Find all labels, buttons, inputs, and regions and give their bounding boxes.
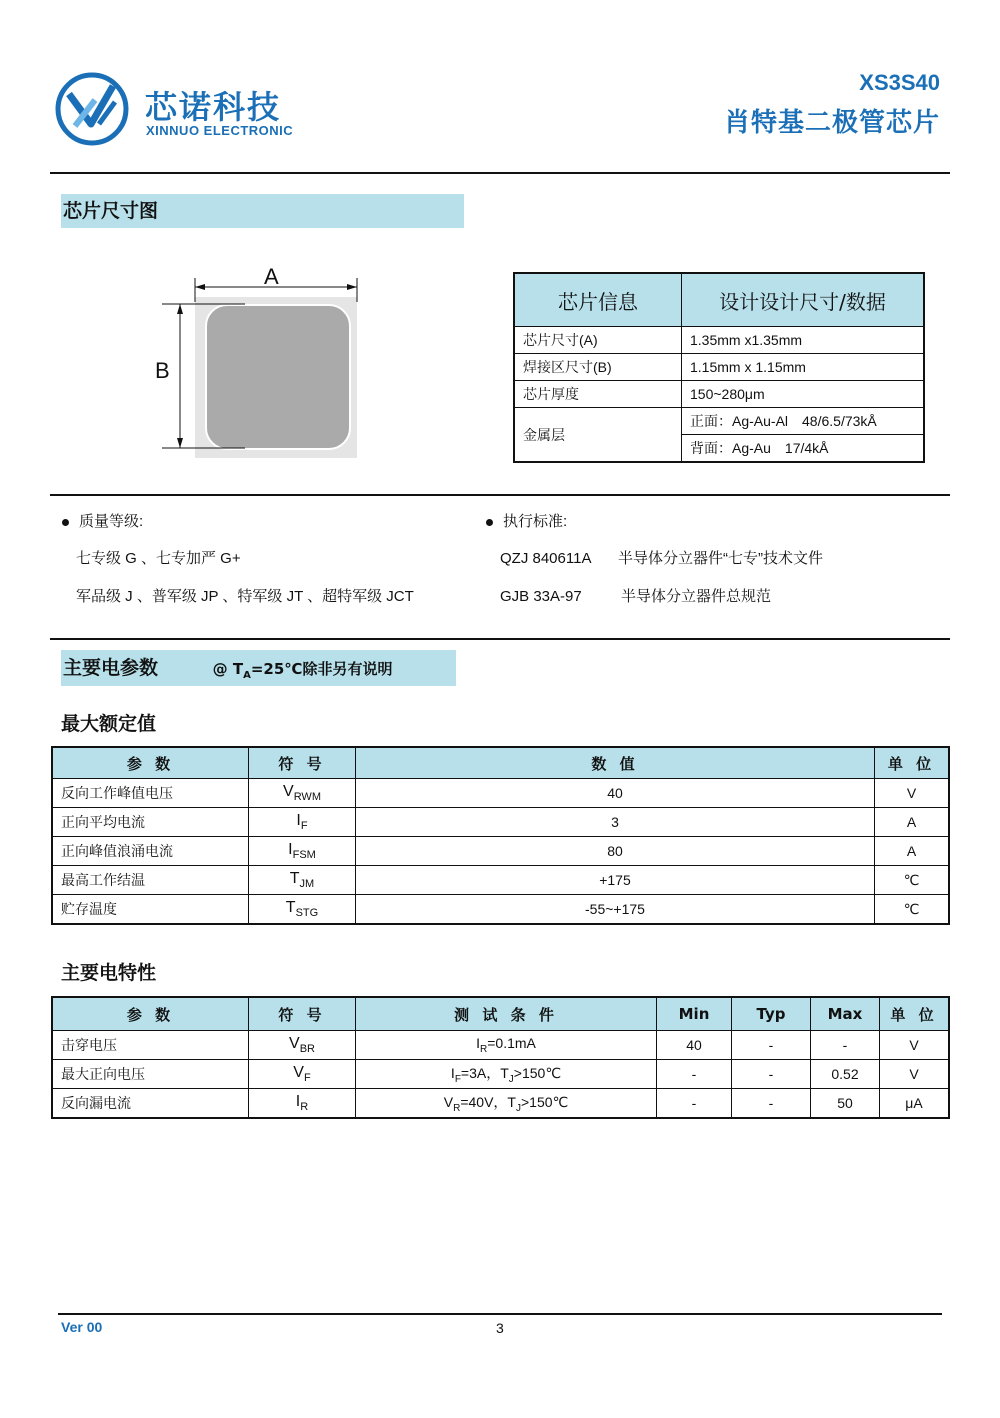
col-header-symbol: 符 号 xyxy=(249,747,356,779)
max-ratings-title: 最大额定值 xyxy=(61,713,157,735)
table-row xyxy=(514,354,924,381)
table-row: 正向平均电流 $I_F$ 3 A xyxy=(52,808,949,837)
col-header-param: 参 数 xyxy=(52,747,249,779)
table-row: 最大正向电压 $V_F$ $I_F=3A$，$T_J>150℃$ - - 0.52 V xyxy=(52,1060,949,1089)
col-header-value: 数 值 xyxy=(356,747,875,779)
characteristics-table xyxy=(51,996,950,1119)
col-header-typ: Typ xyxy=(732,997,811,1031)
xinnuo-logo-icon xyxy=(55,72,129,146)
footer-divider xyxy=(58,1313,942,1315)
info-value: 1.15mm x 1.15mm xyxy=(682,354,925,381)
brand-name-cn: 芯诺科技 xyxy=(145,88,282,126)
standard-desc: 半导体分立器件总规范 xyxy=(621,588,772,605)
standard-code: GJB 33A-97 xyxy=(500,588,582,605)
chip-info-table xyxy=(513,272,925,463)
quality-line-2: 军品级 J 、普军级 JP 、特军级 JT 、超特军级 JCT xyxy=(76,588,414,605)
info-value-metal-back: 背面：Ag-Au 17/4kÅ xyxy=(682,435,925,463)
quality-heading: 质量等级: xyxy=(62,510,143,531)
part-name: 肖特基二极管芯片 xyxy=(723,108,940,138)
max-ratings-table xyxy=(51,746,950,925)
col-header-unit: 单 位 xyxy=(875,747,950,779)
table-row: 击穿电压 $V_{BR}$ $I_R=0.1mA$ 40 - - V xyxy=(52,1031,949,1060)
standards-heading: 执行标准: xyxy=(486,510,567,531)
info-value: 150~280μm xyxy=(682,381,925,408)
col-header-min: Min xyxy=(657,997,732,1031)
standard-code: QZJ 840611A xyxy=(500,550,592,567)
dimension-b-label: B xyxy=(155,358,170,383)
bullet-icon xyxy=(486,519,493,526)
part-number: XS3S40 xyxy=(859,70,940,95)
info-label: 焊接区尺寸(B) xyxy=(514,354,682,381)
table-row: 反向漏电流 $I_R$ $V_R=40V$，$T_J>150℃$ - - 50 μA xyxy=(52,1089,949,1119)
section-divider xyxy=(50,494,950,496)
table-row xyxy=(514,327,924,354)
info-value-metal-front: 正面：Ag-Au-Al 48/6.5/73kÅ xyxy=(682,408,925,435)
section-divider xyxy=(50,638,950,640)
version-label: Ver 00 xyxy=(61,1319,103,1335)
standard-item xyxy=(500,585,771,606)
table-row: 最高工作结温 $T_{JM}$ +175 ℃ xyxy=(52,866,949,895)
col-header-condition: 测 试 条 件 xyxy=(356,997,657,1031)
info-header-value: 设计设计尺寸/数据 xyxy=(682,273,925,327)
test-condition: @ $T_A=25℃$除非另有说明 xyxy=(212,660,393,681)
col-header-symbol: 符 号 xyxy=(249,997,356,1031)
table-row xyxy=(514,408,924,435)
table-row: 反向工作峰值电压 $V_{RWM}$ 40 V xyxy=(52,779,949,808)
section-title-electrical: 主要电参数 @ $T_A=25℃$除非另有说明 xyxy=(61,650,456,686)
col-header-unit: 单 位 xyxy=(880,997,950,1031)
info-label: 芯片尺寸(A) xyxy=(514,327,682,354)
standard-desc: 半导体分立器件“七专”技术文件 xyxy=(618,550,823,567)
table-row xyxy=(514,381,924,408)
info-label: 金属层 xyxy=(514,408,682,463)
table-row: 正向峰值浪涌电流 $I_{FSM}$ 80 A xyxy=(52,837,949,866)
section-title-chip-dimensions: 芯片尺寸图 xyxy=(61,194,464,228)
col-header-param: 参 数 xyxy=(52,997,249,1031)
dimension-lines xyxy=(150,270,370,470)
info-header-item: 芯片信息 xyxy=(514,273,682,327)
header-divider xyxy=(50,172,950,174)
quality-line-1: 七专级 G 、七专加严 G+ xyxy=(76,550,241,567)
dimension-a-label: A xyxy=(264,264,279,289)
bullet-icon xyxy=(62,519,69,526)
info-label: 芯片厚度 xyxy=(514,381,682,408)
standard-item xyxy=(500,547,823,568)
col-header-max: Max xyxy=(811,997,880,1031)
page-number: 3 xyxy=(496,1320,504,1336)
characteristics-title: 主要电特性 xyxy=(61,962,157,984)
table-row: 贮存温度 $T_{STG}$ -55~+175 ℃ xyxy=(52,895,949,925)
brand-name-en: XINNUO ELECTRONIC xyxy=(146,123,294,138)
info-value: 1.35mm x1.35mm xyxy=(682,327,925,354)
